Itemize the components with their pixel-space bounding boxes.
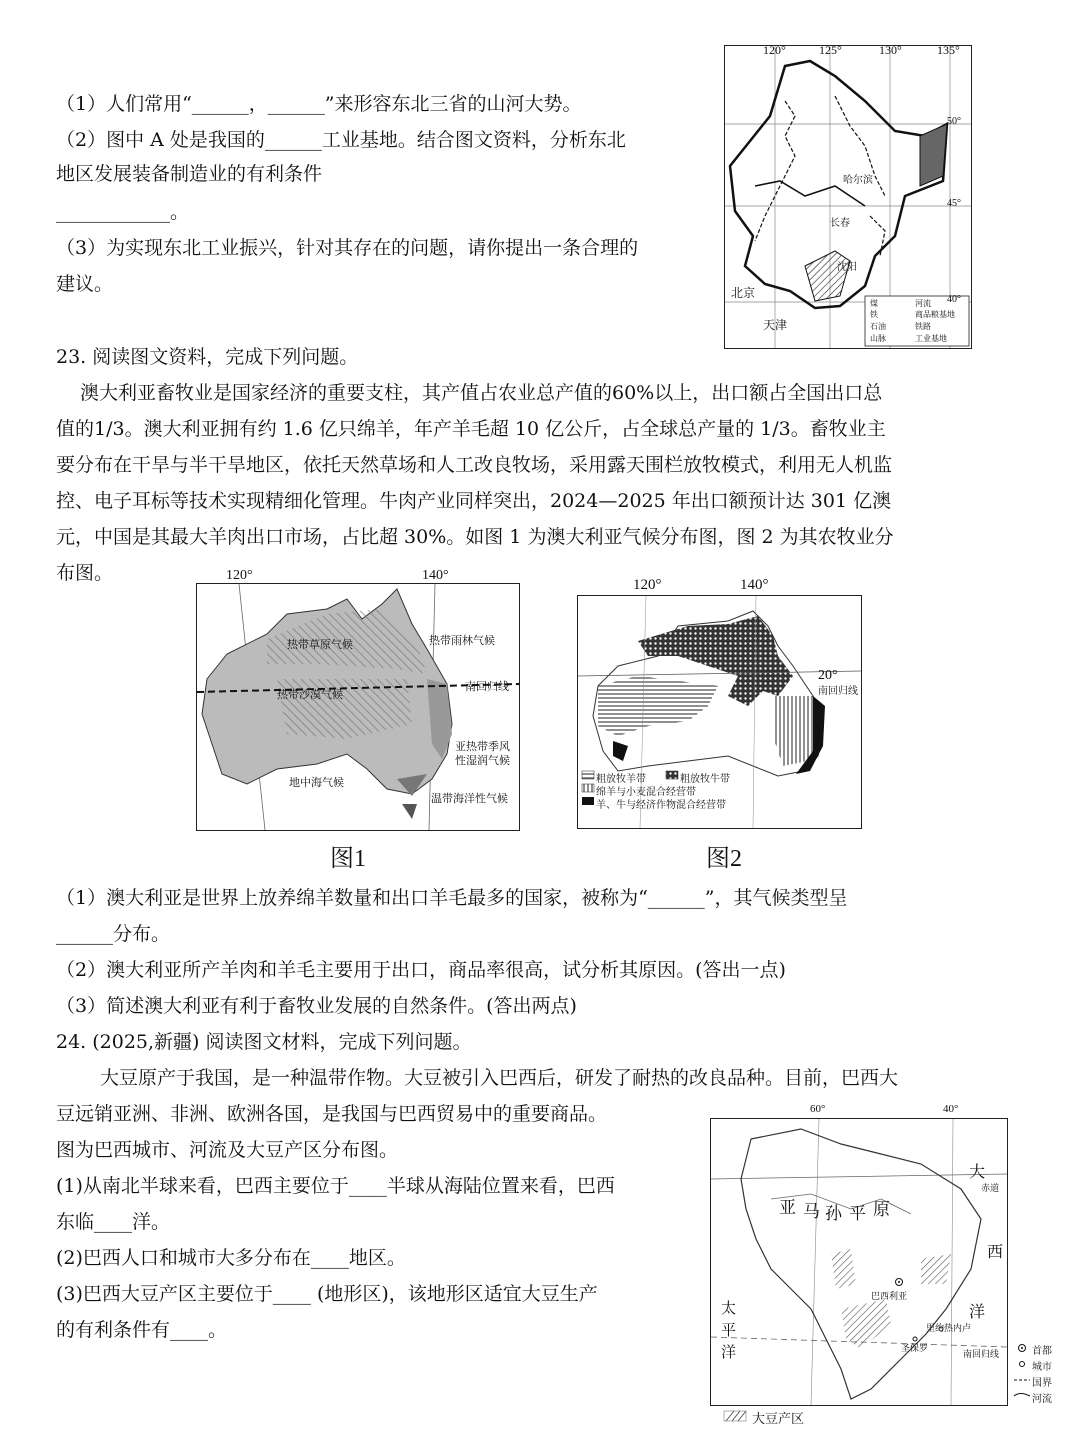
map1-lat-40: 40°: [947, 294, 961, 305]
map1-lon-135: 135°: [937, 45, 960, 57]
legend-industrial-base: 工业基地: [915, 334, 947, 343]
label-tropic: 南回归线: [465, 680, 509, 693]
city-shenyang: 沈阳: [837, 262, 857, 273]
label-atlantic-1: 大: [969, 1162, 986, 1181]
legend-border: 国界: [1032, 1378, 1052, 1389]
q22-part3-line1: （3）为实现东北工业振兴，针对其存在的问题，请你提出一条合理的: [56, 237, 639, 259]
q24-text-line1: 大豆原产于我国，是一种温带作物。大豆被引入巴西后，研发了耐热的改良品种。目前，巴西大: [100, 1067, 899, 1089]
q22-part2-line2: 地区发展装备制造业的有利条件: [56, 163, 323, 185]
q22-part2-blank: ____________。: [56, 201, 190, 223]
q22-part1: （1）人们常用“______，______”来形容东北三省的山河大势。: [56, 93, 582, 115]
q23-text-line6: 布图。: [56, 562, 114, 584]
fig2-lon-140: 140°: [740, 577, 769, 593]
q23-part1-line2: ______分布。: [56, 923, 171, 945]
map1-lat-45: 45°: [947, 198, 961, 209]
fig2-tropic: 南回归线: [818, 686, 858, 697]
legend-coal: 煤: [870, 299, 878, 308]
q23-text-line5: 元，中国是其最大羊肉出口市场，占比超 30%。如图 1 为澳大利亚气候分布图，图 2 为其农牧业分: [56, 526, 894, 548]
legend-river3: 河流: [1032, 1394, 1052, 1405]
label-oceanic: 温带海洋性气候: [431, 792, 508, 805]
q23-part1-line1: （1）澳大利亚是世界上放养绵羊数量和出口羊毛最多的国家，被称为“______”，其气候类型呈: [56, 887, 848, 909]
map1-lon-125: 125°: [819, 45, 842, 57]
label-desert: 热带沙漠气候: [277, 688, 343, 701]
q23-text-line1: 澳大利亚畜牧业是国家经济的重要支柱，其产值占农业总产值的60%以上，出口额占全国出口总: [80, 382, 883, 404]
city-sao-paulo: 圣保罗: [901, 1344, 929, 1354]
city-brasilia: 巴西利亚: [871, 1292, 908, 1302]
map3-lon-60: 60°: [810, 1103, 826, 1115]
city-harbin: 哈尔滨: [843, 175, 873, 186]
legend-railway: 铁路: [915, 322, 931, 331]
q24-part3-line2: 的有利条件有____。: [56, 1319, 228, 1341]
legend-sheep-wheat: 绵羊与小麦混合经营带: [596, 787, 696, 798]
legend-soybean: 大豆产区: [752, 1412, 805, 1427]
fig1-caption: 图1: [330, 846, 366, 872]
label-yuan: 原: [873, 1200, 890, 1220]
q22-part3-line2: 建议。: [56, 273, 114, 295]
q24-text-line2: 豆远销亚洲、非洲、欧洲各国，是我国与巴西贸易中的重要商品。: [56, 1103, 608, 1125]
fig1-lon-140: 140°: [422, 568, 449, 583]
q24-part3-line1: (3)巴西大豆产区主要位于____ (地形区)，该地形区适宜大豆生产: [56, 1283, 598, 1305]
label-atlantic-3: 洋: [969, 1302, 986, 1321]
legend-iron: 铁: [870, 310, 878, 319]
legend-capital: 首都: [1032, 1346, 1052, 1357]
fig2-lon-120: 120°: [633, 577, 662, 593]
label-savanna: 热带草原气候: [287, 638, 353, 651]
city-tianjin: 天津: [763, 318, 788, 332]
legend-city: 城市: [1032, 1362, 1052, 1373]
label-pacific-3: 洋: [721, 1343, 737, 1361]
q24-part1-line1: (1)从南北半球来看，巴西主要位于____半球从海陆位置来看，巴西: [56, 1175, 615, 1197]
label-mediterranean: 地中海气候: [289, 776, 344, 789]
label-ping: 平: [849, 1204, 866, 1224]
label-pacific-1: 太: [721, 1299, 737, 1317]
legend-sheep-belt: 粗放牧羊带: [596, 774, 646, 785]
legend-mountain: 山脉: [870, 334, 886, 343]
legend-grain-base: 商品粮基地: [915, 310, 955, 319]
q24-text-line3: 图为巴西城市、河流及大豆产区分布图。: [56, 1139, 399, 1161]
map1-lon-120: 120°: [763, 45, 786, 57]
label-pacific-2: 平: [721, 1321, 737, 1339]
city-rio: 里约热内卢: [926, 1324, 972, 1334]
q24-part1-line2: 东临____洋。: [56, 1211, 171, 1233]
q22-part2-line1: （2）图中 A 处是我国的______工业基地。结合图文资料，分析东北: [56, 129, 626, 151]
fig1-lon-120: 120°: [226, 568, 253, 583]
q23-text-line4: 控、电子耳标等技术实现精细化管理。牛肉产业同样突出，2024—2025 年出口额预计达 301 亿澳: [56, 490, 892, 512]
label-ma: 马: [803, 1202, 820, 1222]
q24-heading: 24. (2025,新疆) 阅读图文材料，完成下列问题。: [56, 1031, 472, 1053]
city-beijing: 北京: [731, 286, 756, 300]
q24-part2: (2)巴西人口和城市大多分布在____地区。: [56, 1247, 406, 1269]
q23-text-line3: 要分布在干旱与半干旱地区，依托天然草场和人工改良牧场，采用露天围栏放牧模式，利用无人机监: [56, 454, 893, 476]
legend-river: 河流: [915, 299, 931, 308]
fig2-lat-20: 20°: [818, 668, 838, 683]
map3-lon-40: 40°: [943, 1103, 959, 1115]
q23-part2: （2）澳大利亚所产羊肉和羊毛主要用于出口，商品率很高，试分析其原因。(答出一点): [56, 959, 786, 981]
q23-part3: （3）简述澳大利亚有利于畜牧业发展的自然条件。(答出两点): [56, 995, 577, 1017]
q23-text-line2: 值的1/3。澳大利亚拥有约 1.6 亿只绵羊，年产羊毛超 10 亿公斤，占全球总产量的 1/3。畜牧业主: [56, 418, 886, 440]
label-subtropical-1: 亚热带季风: [455, 740, 510, 753]
fig2-caption: 图2: [706, 846, 742, 872]
q23-heading: 23. 阅读图文资料，完成下列问题。: [56, 346, 359, 368]
label-rainforest: 热带雨林气候: [429, 634, 495, 647]
label-equator: 赤道: [981, 1184, 1000, 1194]
label-subtropical-2: 性湿润气候: [455, 754, 510, 767]
label-tropic-capricorn: 南回归线: [963, 1350, 1000, 1360]
city-changchun: 长春: [830, 218, 850, 229]
map1-lat-50: 50°: [947, 116, 961, 127]
label-atlantic-2: 西: [987, 1242, 1004, 1261]
map1-lon-130: 130°: [879, 45, 902, 57]
legend-mixed-crops: 羊、牛与经济作物混合经营带: [596, 800, 726, 811]
legend-cattle-belt: 粗放牧牛带: [680, 774, 730, 785]
label-sun: 孙: [825, 1204, 842, 1224]
legend-oil: 石油: [870, 322, 886, 331]
label-ya: 亚: [779, 1198, 796, 1218]
